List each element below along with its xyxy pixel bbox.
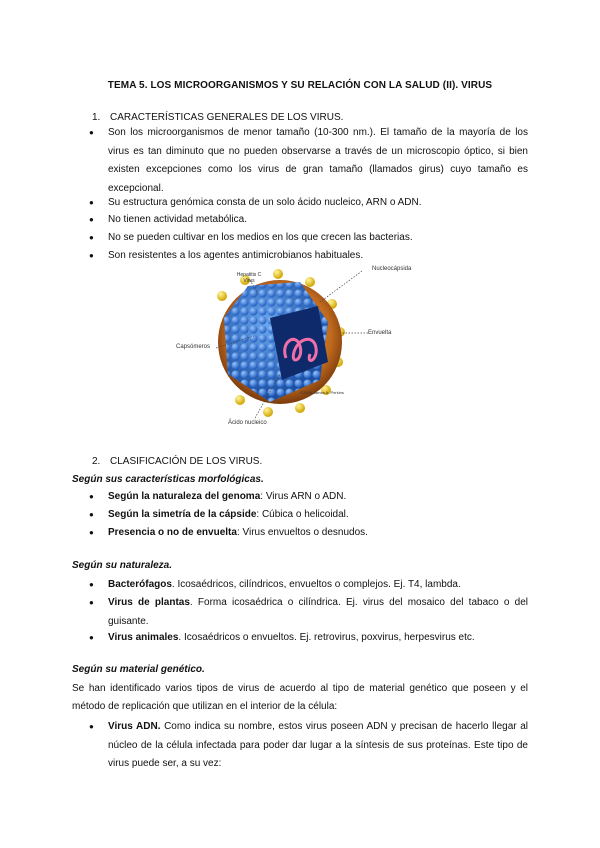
bullet-item xyxy=(108,594,528,631)
section-number: 1. xyxy=(92,112,101,123)
subheading-genetic-material: Según su material genético. xyxy=(72,664,205,675)
bullet-item xyxy=(108,576,528,595)
virus-diagram xyxy=(150,262,450,442)
subheading-nature: Según su naturaleza. xyxy=(72,560,173,571)
bullet-item xyxy=(108,488,528,507)
genetic-intro-paragraph: Se han identificado varios tipos de virus de acuerdo al tipo de material genético que poseen y el método de replicación que utilizan en el interior de la célula: xyxy=(72,683,528,712)
bullet-item xyxy=(108,506,528,525)
bullet-item: ● No tienen actividad metabólica. xyxy=(108,211,528,230)
bullet-text: : Virus envueltos o desnudos. xyxy=(236,527,368,538)
figure-label-nucleocapsid: Nucleocápsida xyxy=(372,266,412,272)
bullet-bold: Virus ADN. xyxy=(108,721,161,732)
bullet-item: ● Son resistentes a los agentes antimicrobianos habituales. xyxy=(108,247,528,266)
bullet-item xyxy=(108,629,528,648)
bullet-text: : Virus ARN o ADN. xyxy=(260,491,347,502)
bullet-bold: Virus animales xyxy=(108,632,179,643)
section-title: CARACTERÍSTICAS GENERALES DE LOS VIRUS. xyxy=(110,112,344,123)
bullet-item: ● No se pueden cultivar en los medios en los que crecen las bacterias. xyxy=(108,229,528,248)
bullet-item xyxy=(108,718,528,774)
figure-label-envelope: Envuelta xyxy=(368,330,392,336)
section-title: CLASIFICACIÓN DE LOS VIRUS. xyxy=(110,456,263,467)
section-number: 2. xyxy=(92,456,101,467)
bullet-bold: Según la naturaleza del genoma xyxy=(108,491,261,502)
figure-label-capsomeres: Capsómeros xyxy=(176,344,211,350)
page-title: TEMA 5. LOS MICROORGANISMOS Y SU RELACIÓN CON LA SALUD (II). VIRUS xyxy=(107,80,493,91)
virus-illustration xyxy=(150,262,450,442)
bullet-text: : Cúbica o helicoidal. xyxy=(256,509,349,520)
section-2-heading xyxy=(92,456,262,467)
bullet-bold: Presencia o no de envuelta xyxy=(108,527,237,538)
bullet-text: . Icosaédricos, cilíndricos, envueltos o complejos. Ej. T4, lambda. xyxy=(171,579,461,590)
subheading-morphology: Según sus características morfológicas. xyxy=(72,474,264,485)
bullet-text: . Icosaédricos o envueltos. Ej. retrovirus, poxvirus, herpesvirus etc. xyxy=(178,632,475,643)
bullet-text: Como indica su nombre, estos virus poseen ADN y precisan de hacerlo llegar al núcleo de la célula infectada para poder dar lugar a la síntesis de sus proteínas. Este tipo de virus puede ser, a su vez: xyxy=(108,721,528,769)
bullet-bold: Bacterófagos xyxy=(108,579,172,590)
bullet-item: ● Son los microorganismos de menor tamaño (10-300 nm.). El tamaño de la mayoría de los virus es tan diminuto que no pueden observarse a través de un microscopio óptico, si bien existen excepciones como los virus de gran tamaño (llamados girus) cuyo tamaño es excepcional. xyxy=(108,124,528,198)
bullet-bold: Según la simetría de la cápside xyxy=(108,509,257,520)
figure-label-nucleic-acid: Ácido nucleico xyxy=(228,420,267,426)
bullet-text: . Forma icosaédrica o cilíndrica. Ej. virus del mosaico del tabaco o del guisante. xyxy=(108,597,528,627)
figure-credit: ©2006 James A. Perkins xyxy=(300,390,344,395)
bullet-item xyxy=(108,524,528,543)
section-1-heading xyxy=(92,112,343,123)
bullet-bold: Virus de plantas xyxy=(108,597,190,608)
figure-label-virus-name: Hepatitis C Virus xyxy=(236,272,262,284)
bullet-item: ● Su estructura genómica consta de un solo ácido nucleico, ARN o ADN. xyxy=(108,194,528,213)
